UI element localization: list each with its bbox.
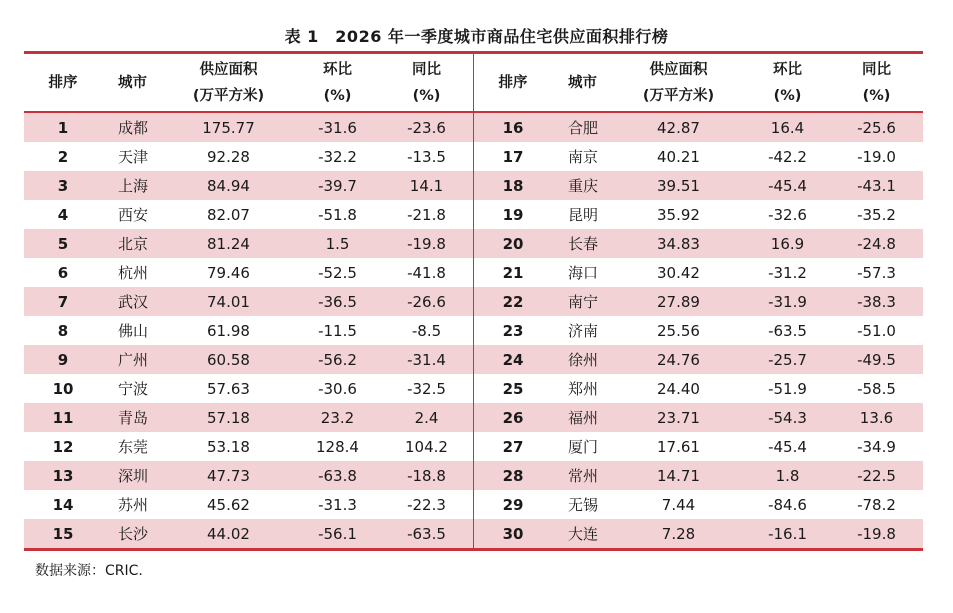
area-cell: 42.87 [657,118,700,137]
yoy-cell: -49.5 [857,350,896,369]
mom-cell: -63.8 [318,466,357,485]
table-row [24,461,473,490]
table-title: 表 1 2026 年一季度城市商品住宅供应面积排行榜 [284,27,669,46]
data-source-note: 数据来源：CRIC. [35,563,143,579]
city-cell: 徐州 [568,351,599,369]
area-cell: 27.89 [657,292,700,311]
rank-cell: 25 [502,379,524,398]
mom-cell: 16.4 [770,118,805,137]
header-city: 城市 [568,74,597,91]
area-cell: 7.28 [661,524,696,543]
table-row [24,403,473,432]
table-row [474,200,923,229]
city-cell: 苏州 [118,496,149,514]
table-row [474,519,923,548]
area-cell: 45.62 [207,495,250,514]
area-cell: 35.92 [657,205,700,224]
yoy-cell: -22.3 [407,495,446,514]
yoy-cell: -19.0 [857,147,896,166]
rank-cell: 29 [502,495,524,514]
rank-cell: 17 [502,147,524,166]
city-cell: 南京 [568,148,599,166]
area-cell: 60.58 [207,350,250,369]
rank-cell: 12 [52,437,74,456]
header-area: 供应面积 (万平方米) [642,61,715,104]
table-header-right [474,54,923,113]
area-cell: 34.83 [657,234,700,253]
mom-cell: -31.2 [768,263,807,282]
area-cell: 24.76 [657,350,700,369]
yoy-cell: -63.5 [407,524,446,543]
city-cell: 青岛 [118,409,149,427]
rank-cell: 15 [52,524,74,543]
yoy-cell: -19.8 [857,524,896,543]
table-row [474,345,923,374]
table-row [24,287,473,316]
city-cell: 常州 [568,467,599,485]
rank-cell: 10 [52,379,74,398]
table-row [474,316,923,345]
mom-cell: -51.8 [318,205,357,224]
area-cell: 81.24 [207,234,250,253]
rank-cell: 5 [57,234,69,253]
rank-cell: 9 [57,350,69,369]
city-cell: 郑州 [568,380,599,398]
area-cell: 53.18 [207,437,250,456]
table-header-left [24,54,473,113]
city-cell: 广州 [118,351,149,369]
table-row [474,374,923,403]
rank-cell: 1 [57,118,69,137]
city-cell: 佛山 [118,322,149,340]
mom-cell: -31.3 [318,495,357,514]
table-row [474,287,923,316]
mom-cell: -16.1 [768,524,807,543]
city-cell: 武汉 [118,293,149,311]
rank-cell: 4 [57,205,69,224]
rank-cell: 30 [502,524,524,543]
yoy-cell: -34.9 [857,437,896,456]
area-cell: 23.71 [657,408,700,427]
rank-cell: 19 [502,205,524,224]
rank-cell: 13 [52,466,74,485]
yoy-cell: -24.8 [857,234,896,253]
mom-cell: -31.9 [768,292,807,311]
rank-cell: 2 [57,147,69,166]
mom-cell: -63.5 [768,321,807,340]
table-row [474,490,923,519]
rank-cell: 18 [502,176,524,195]
city-cell: 合肥 [568,119,599,137]
yoy-cell: -43.1 [857,176,896,195]
header-city: 城市 [118,74,147,91]
city-cell: 深圳 [118,467,149,485]
city-cell: 北京 [118,235,149,253]
table-row [24,490,473,519]
rank-cell: 3 [57,176,69,195]
city-cell: 昆明 [568,206,599,224]
mom-cell: -30.6 [318,379,357,398]
area-cell: 74.01 [207,292,250,311]
mom-cell: 128.4 [316,437,359,456]
city-cell: 杭州 [118,264,149,282]
area-cell: 14.71 [657,466,700,485]
rank-cell: 26 [502,408,524,427]
city-cell: 厦门 [568,438,599,456]
area-cell: 47.73 [207,466,250,485]
table-row [474,403,923,432]
header-mom: 环比 (%) [323,61,352,104]
header-area: 供应面积 (万平方米) [192,61,265,104]
header-yoy: 同比 (%) [412,61,441,104]
table-row [474,142,923,171]
rank-cell: 11 [52,408,74,427]
yoy-cell: 2.4 [414,408,439,427]
table-row [474,258,923,287]
city-cell: 宁波 [118,380,149,398]
mom-cell: -39.7 [318,176,357,195]
yoy-cell: -51.0 [857,321,896,340]
mom-cell: -42.2 [768,147,807,166]
mom-cell: -56.2 [318,350,357,369]
area-cell: 24.40 [657,379,700,398]
rank-cell: 24 [502,350,524,369]
yoy-cell: -8.5 [411,321,442,340]
city-cell: 长春 [568,235,599,253]
area-cell: 7.44 [661,495,696,514]
area-cell: 57.63 [207,379,250,398]
header-rank: 排序 [48,74,78,91]
table-row [24,229,473,258]
city-cell: 东莞 [118,438,149,456]
table-row [474,113,923,142]
yoy-cell: 14.1 [409,176,444,195]
yoy-cell: -19.8 [407,234,446,253]
city-cell: 长沙 [118,525,149,543]
rank-cell: 8 [57,321,69,340]
mom-cell: -84.6 [768,495,807,514]
area-cell: 61.98 [207,321,250,340]
header-yoy: 同比 (%) [862,61,891,104]
mom-cell: 1.8 [775,466,800,485]
rank-cell: 14 [52,495,74,514]
yoy-cell: -13.5 [407,147,446,166]
rank-cell: 16 [502,118,524,137]
yoy-cell: -32.5 [407,379,446,398]
city-cell: 上海 [118,177,149,195]
table-row [24,171,473,200]
table-row [24,432,473,461]
mom-cell: -51.9 [768,379,807,398]
area-cell: 40.21 [657,147,700,166]
area-cell: 25.56 [657,321,700,340]
rank-cell: 21 [502,263,524,282]
mom-cell: -36.5 [318,292,357,311]
yoy-cell: 104.2 [405,437,448,456]
yoy-cell: -35.2 [857,205,896,224]
table-row [474,432,923,461]
table-row [24,374,473,403]
city-cell: 天津 [118,148,149,166]
table-row [24,113,473,142]
header-mom: 环比 (%) [773,61,802,104]
mom-cell: -32.6 [768,205,807,224]
area-cell: 175.77 [202,118,255,137]
city-cell: 济南 [568,322,599,340]
area-cell: 44.02 [207,524,250,543]
mom-cell: -45.4 [768,176,807,195]
table-row [24,258,473,287]
mom-cell: 1.5 [325,234,350,253]
city-cell: 南宁 [568,293,599,311]
mom-cell: -52.5 [318,263,357,282]
table-row [24,519,473,548]
city-cell: 海口 [568,264,599,282]
area-cell: 92.28 [207,147,250,166]
area-cell: 30.42 [657,263,700,282]
city-cell: 大连 [568,525,599,543]
rank-cell: 28 [502,466,524,485]
area-cell: 39.51 [657,176,700,195]
area-cell: 57.18 [207,408,250,427]
yoy-cell: -25.6 [857,118,896,137]
city-cell: 西安 [118,206,149,224]
yoy-cell: -22.5 [857,466,896,485]
mom-cell: 23.2 [320,408,355,427]
mom-cell: 16.9 [770,234,805,253]
rank-cell: 7 [57,292,69,311]
header-rank: 排序 [498,74,528,91]
table-row [24,316,473,345]
yoy-cell: -78.2 [857,495,896,514]
area-cell: 82.07 [207,205,250,224]
table-row [24,200,473,229]
mom-cell: -11.5 [318,321,357,340]
table-right-half [474,54,923,548]
rank-cell: 22 [502,292,524,311]
area-cell: 17.61 [657,437,700,456]
yoy-cell: -57.3 [857,263,896,282]
mom-cell: -45.4 [768,437,807,456]
city-cell: 无锡 [568,496,599,514]
table-row [474,229,923,258]
yoy-cell: -41.8 [407,263,446,282]
rank-cell: 23 [502,321,524,340]
yoy-cell: -26.6 [407,292,446,311]
yoy-cell: -21.8 [407,205,446,224]
city-cell: 重庆 [568,177,599,195]
city-cell: 福州 [568,409,599,427]
yoy-cell: -23.6 [407,118,446,137]
table-row [24,142,473,171]
yoy-cell: -58.5 [857,379,896,398]
area-cell: 84.94 [207,176,250,195]
mom-cell: -54.3 [768,408,807,427]
yoy-cell: -18.8 [407,466,446,485]
table-left-half [24,54,473,548]
mom-cell: -32.2 [318,147,357,166]
table-row [24,345,473,374]
table-row [474,461,923,490]
yoy-cell: 13.6 [859,408,894,427]
mom-cell: -56.1 [318,524,357,543]
table-bottom-rule [24,548,923,551]
rank-cell: 6 [57,263,69,282]
rank-cell: 20 [502,234,524,253]
table-row [474,171,923,200]
area-cell: 79.46 [207,263,250,282]
yoy-cell: -31.4 [407,350,446,369]
mom-cell: -25.7 [768,350,807,369]
rank-cell: 27 [502,437,524,456]
city-cell: 成都 [118,119,149,137]
ranking-table [24,51,923,551]
mom-cell: -31.6 [318,118,357,137]
yoy-cell: -38.3 [857,292,896,311]
